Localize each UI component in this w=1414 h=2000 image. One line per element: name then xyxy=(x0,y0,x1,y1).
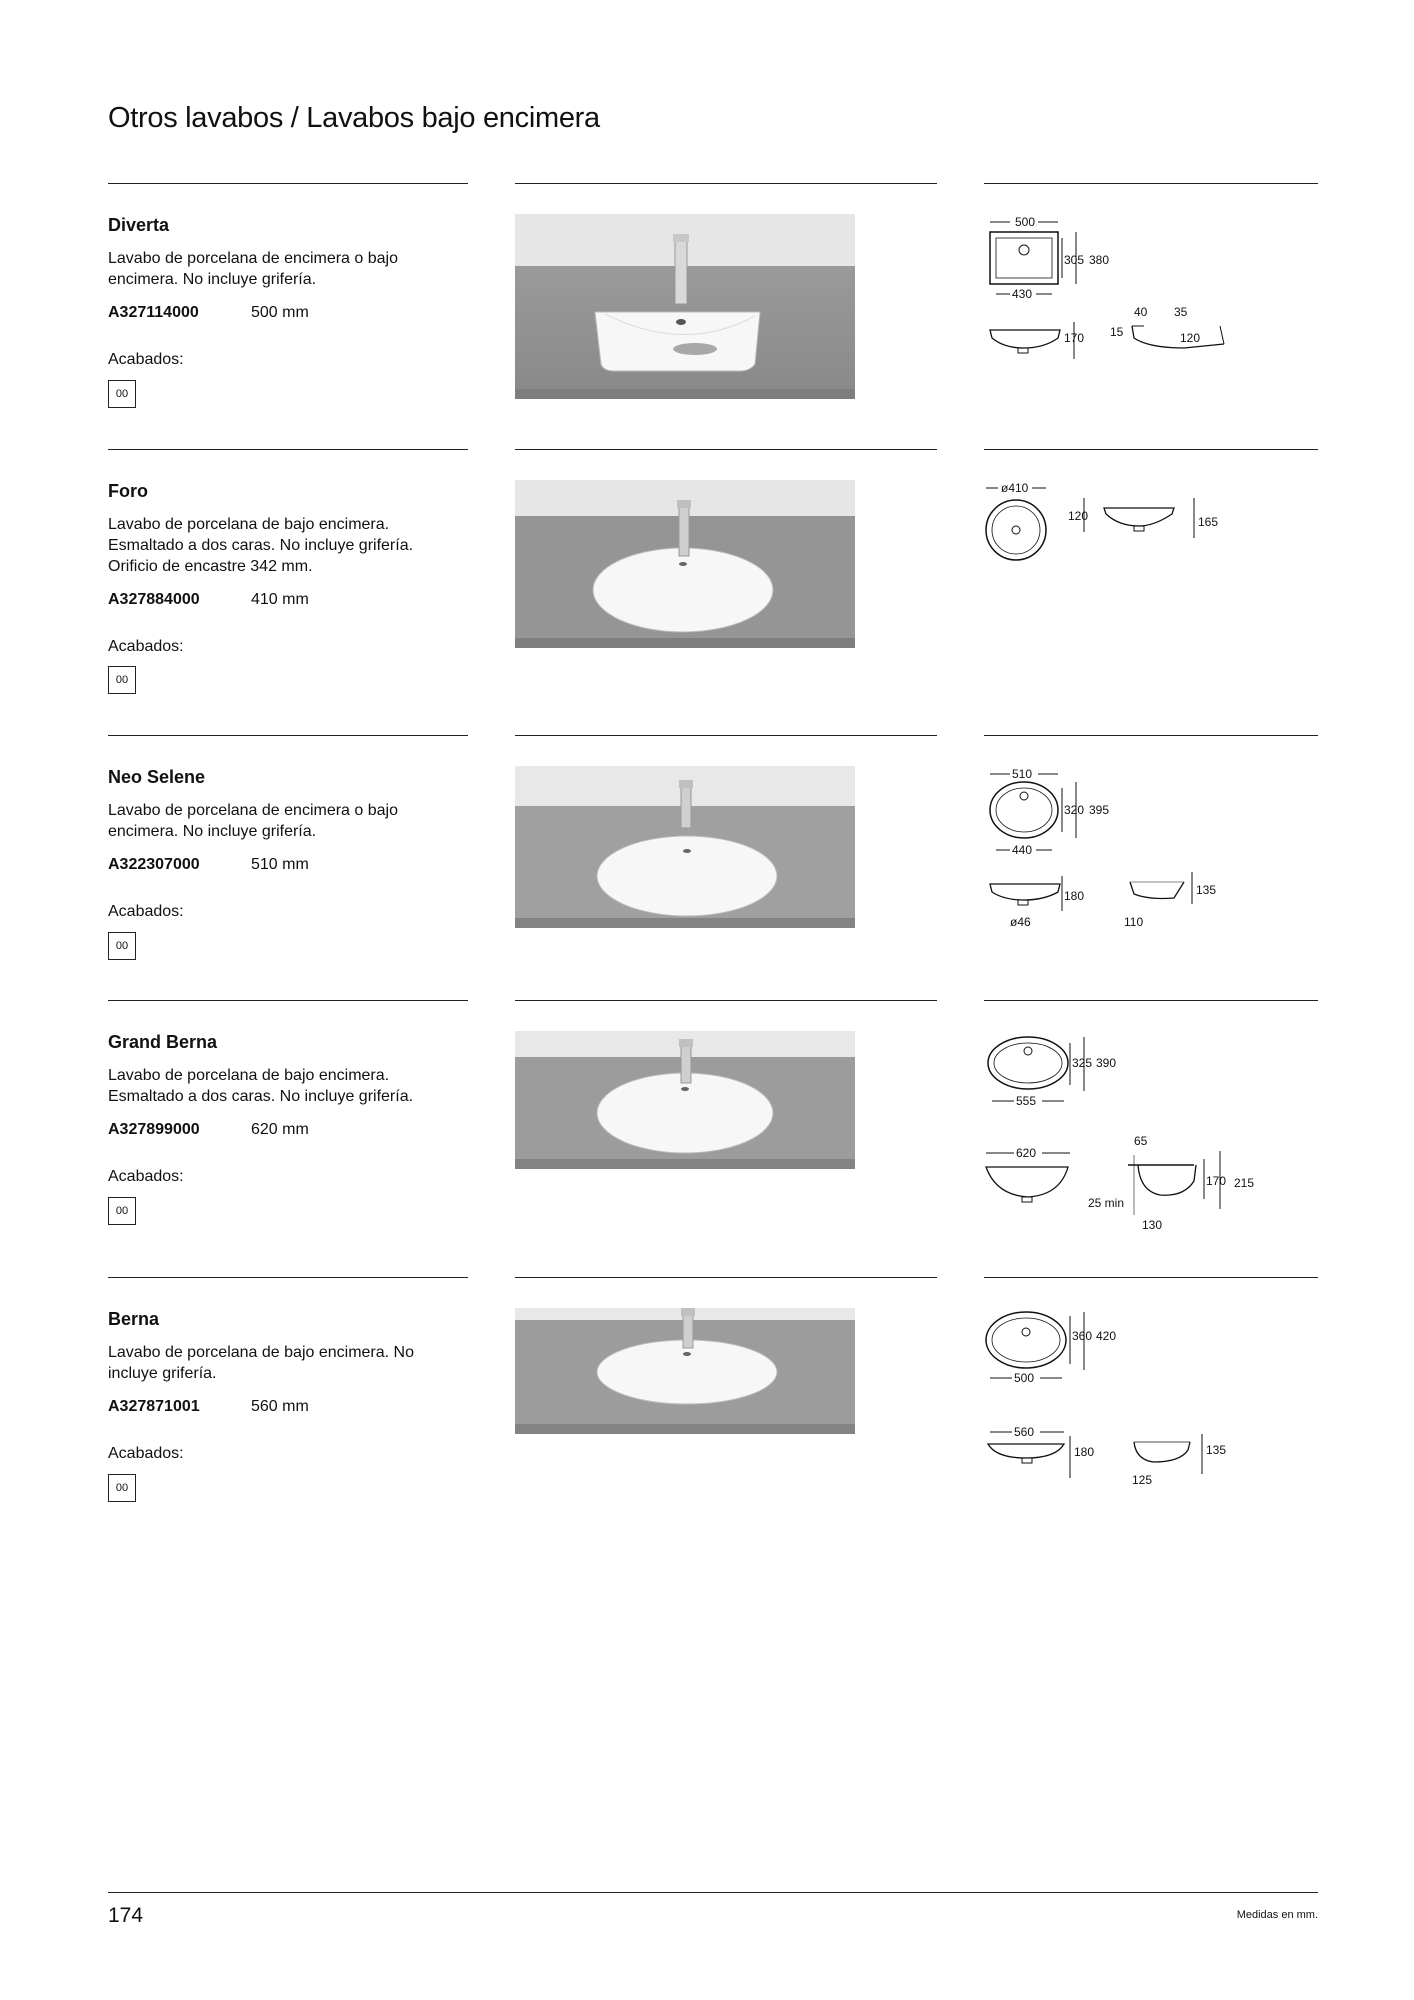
product-photo xyxy=(515,214,855,399)
product-size: 410 mm xyxy=(251,591,309,608)
finishes-label: Acabados: xyxy=(108,1445,184,1462)
finishes-label: Acabados: xyxy=(108,638,184,655)
finish-swatch[interactable]: 00 xyxy=(108,380,136,408)
divider xyxy=(515,1277,937,1278)
svg-text:560: 560 xyxy=(1014,1425,1035,1439)
svg-text:130: 130 xyxy=(1142,1218,1163,1231)
svg-text:360: 360 xyxy=(1072,1329,1093,1343)
divider xyxy=(515,183,937,184)
divider xyxy=(108,1000,468,1001)
divider xyxy=(984,735,1318,736)
product-size: 500 mm xyxy=(251,304,309,321)
page-title: Otros lavabos / Lavabos bajo encimera xyxy=(108,102,600,134)
product-code: A327114000 xyxy=(108,304,199,321)
divider xyxy=(984,449,1318,450)
divider xyxy=(108,1277,468,1278)
finish-swatch[interactable]: 00 xyxy=(108,932,136,960)
svg-text:180: 180 xyxy=(1064,889,1085,903)
footer-note: Medidas en mm. xyxy=(1236,1909,1318,1921)
svg-text:ø46: ø46 xyxy=(1010,915,1031,929)
finish-swatch[interactable]: 00 xyxy=(108,1474,136,1502)
product-code: A327899000 xyxy=(108,1121,200,1138)
svg-text:180: 180 xyxy=(1074,1445,1095,1459)
divider xyxy=(108,735,468,736)
svg-text:555: 555 xyxy=(1016,1094,1037,1108)
svg-text:65: 65 xyxy=(1134,1134,1148,1148)
divider xyxy=(108,449,468,450)
divider xyxy=(515,449,937,450)
finish-swatch[interactable]: 00 xyxy=(108,666,136,694)
product-size: 620 mm xyxy=(251,1121,309,1138)
svg-text:510: 510 xyxy=(1012,767,1033,781)
divider xyxy=(984,1277,1318,1278)
technical-drawing xyxy=(984,1308,1314,1508)
product-description: Lavabo de porcelana de bajo encimera. No incluye grifería. xyxy=(108,1344,414,1382)
product-size: 510 mm xyxy=(251,856,309,873)
svg-text:165: 165 xyxy=(1198,515,1219,529)
finish-swatch[interactable]: 00 xyxy=(108,1197,136,1225)
svg-text:110: 110 xyxy=(1124,915,1144,929)
product-name: Grand Berna xyxy=(108,1032,218,1052)
product-description: Lavabo de porcelana de bajo encimera. Esmaltado a dos caras. No incluye grifería. xyxy=(108,1067,414,1105)
product-name: Neo Selene xyxy=(108,767,206,787)
svg-text:320: 320 xyxy=(1064,803,1085,817)
svg-text:390: 390 xyxy=(1096,1056,1117,1070)
svg-text:125: 125 xyxy=(1132,1473,1153,1487)
product-photo xyxy=(515,1308,855,1438)
svg-text:500: 500 xyxy=(1014,1371,1035,1385)
product-name: Diverta xyxy=(108,215,170,235)
product-photo xyxy=(515,1031,855,1171)
svg-text:215: 215 xyxy=(1234,1176,1255,1190)
svg-text:120: 120 xyxy=(1180,331,1201,345)
technical-drawing xyxy=(984,214,1314,379)
footer-divider xyxy=(108,1892,1318,1893)
svg-text:620: 620 xyxy=(1016,1146,1037,1160)
svg-text:170: 170 xyxy=(1064,331,1085,345)
divider xyxy=(515,735,937,736)
technical-drawing xyxy=(984,480,1314,590)
product-code: A322307000 xyxy=(108,856,200,873)
product-code-line xyxy=(108,856,309,874)
svg-text:35: 35 xyxy=(1174,305,1188,319)
svg-text:430: 430 xyxy=(1012,287,1033,301)
product-code-line xyxy=(108,1398,309,1416)
svg-text:500: 500 xyxy=(1015,215,1036,229)
product-code-line xyxy=(108,1121,309,1139)
svg-text:395: 395 xyxy=(1089,803,1110,817)
product-code: A327884000 xyxy=(108,591,200,608)
product-name: Berna xyxy=(108,1309,160,1329)
svg-text:25 min: 25 min xyxy=(1088,1196,1125,1210)
divider xyxy=(108,183,468,184)
svg-text:305: 305 xyxy=(1064,253,1085,267)
svg-text:15: 15 xyxy=(1110,325,1124,339)
finishes-label: Acabados: xyxy=(108,351,184,368)
svg-text:120: 120 xyxy=(1068,509,1089,523)
product-name: Foro xyxy=(108,481,148,501)
product-code-line xyxy=(108,304,309,322)
finishes-label: Acabados: xyxy=(108,903,184,920)
divider xyxy=(984,1000,1318,1001)
svg-text:40: 40 xyxy=(1134,305,1148,319)
divider xyxy=(984,183,1318,184)
svg-text:380: 380 xyxy=(1089,253,1110,267)
product-code-line xyxy=(108,591,309,609)
svg-text:440: 440 xyxy=(1012,843,1033,857)
svg-text:325: 325 xyxy=(1072,1056,1093,1070)
product-description: Lavabo de porcelana de encimera o bajo encimera. No incluye grifería. xyxy=(108,250,398,288)
finishes-label: Acabados: xyxy=(108,1168,184,1185)
product-size: 560 mm xyxy=(251,1398,309,1415)
svg-text:ø410: ø410 xyxy=(1001,481,1029,495)
svg-text:135: 135 xyxy=(1196,883,1217,897)
page-number: 174 xyxy=(108,1904,144,1927)
product-description: Lavabo de porcelana de bajo encimera. Esmaltado a dos caras. No incluye grifería. Orificio de encastre 342 mm. xyxy=(108,516,414,575)
product-description: Lavabo de porcelana de encimera o bajo encimera. No incluye grifería. xyxy=(108,802,398,840)
product-photo xyxy=(515,480,855,650)
svg-text:135: 135 xyxy=(1206,1443,1227,1457)
svg-text:170: 170 xyxy=(1206,1174,1227,1188)
technical-drawing xyxy=(984,766,1314,966)
technical-drawing xyxy=(984,1031,1314,1231)
product-photo xyxy=(515,766,855,931)
svg-text:420: 420 xyxy=(1096,1329,1117,1343)
product-code: A327871001 xyxy=(108,1398,200,1415)
divider xyxy=(515,1000,937,1001)
